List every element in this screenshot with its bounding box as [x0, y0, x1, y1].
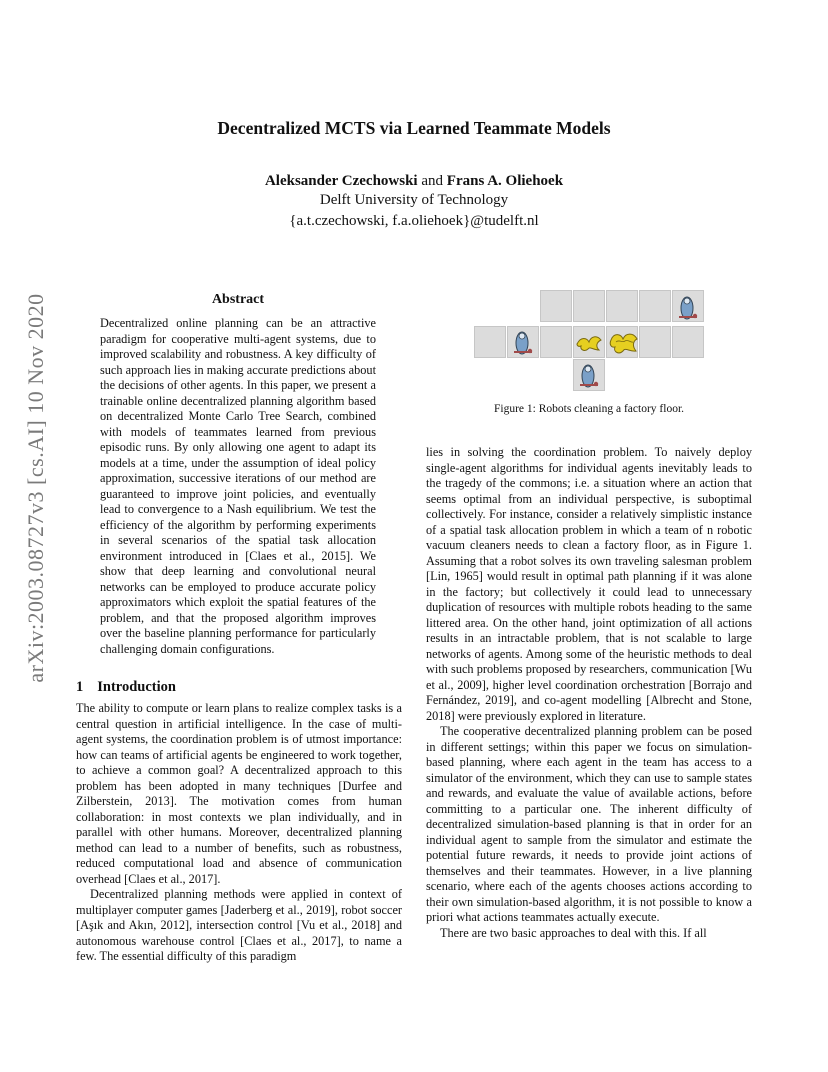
figure-caption: Figure 1: Robots cleaning a factory floor.: [493, 403, 685, 415]
intro-right-column: [426, 445, 752, 941]
paragraph: Decentralized planning methods were applied in context of multiplayer computer games [Jaderberg et al., 2019], robot soccer [Aşık and Akın, 2012], intersection control [Vu et al., 2018] and autonomous warehouse control [Claes et al., 2017], to name a few. The essential difficulty of this paradigm: [76, 887, 402, 963]
section-number: 1: [76, 679, 84, 695]
floor-cell: [672, 326, 704, 358]
abstract-text: Decentralized online planning can be an attractive paradigm for cooperative multi-agent systems, due to improved scalability and robustness. A key difficulty of such approach lies in making accurate predictions about the decisions of other agents. In this paper, we present a trainable online decentralized planning algorithm based on decentralized Monte Carlo Tree Search, combined with models of teammates learned from previous episodic runs. By only allowing one agent to adapt its models at a time, under the assumption of ideal policy approximation, successive iterations of our method are guaranteed to improve joint policies, and eventually lead to convergence to a Nash equilibrium. We test the efficiency of the algorithm by performing experiments in several scenarios of the spatial task allocation environment introduced in [Claes et al., 2015]. We show that deep learning and convolutional neural networks can be employed to produce accurate policy approximators which exploit the spatial features of the problem, and that the proposed algorithm improves over the baseline planning performance for particularly challenging domain configurations.: [100, 316, 376, 656]
author-1: Aleksander Czechowski: [264, 173, 418, 189]
floor-cell: [540, 290, 572, 322]
author-2: Frans A. Oliehoek: [446, 173, 564, 189]
factory-floor-figure: [474, 290, 706, 391]
robot-icon: [576, 361, 602, 389]
intro-left-column: [76, 701, 402, 965]
paragraph: The cooperative decentralized planning problem can be posed in different settings; within this paper we focus on simulation-based planning, where each agent in the team has access to a simulator of the environment, which they can use to sample states and rewards, and evaluate the value of available actions, before committing to a particular one. The inherent difficulty of decentralized simulation-based planning is that in order for an individual agent to sample from the simulator and estimate the potential future rewards, it needs to provide joint actions of themselves and their teammates. However, in a live planning scenario, where each of the agents chooses actions according to their own simulation-based algorithm, it is not possible to know a priori what actions teammates actually execute.: [426, 724, 752, 924]
author-line: [0, 173, 828, 190]
abstract-heading: Abstract: [211, 292, 265, 307]
robot-icon: [675, 293, 701, 321]
paragraph: There are two basic approaches to deal with this. If all: [440, 925, 707, 940]
floor-cell: [573, 290, 605, 322]
litter-icon: [575, 332, 605, 354]
floor-cell: [474, 326, 506, 358]
arxiv-id: arXiv:2003.08727v3 [cs.AI] 10 Nov 2020: [23, 293, 48, 683]
section-heading: [76, 679, 190, 696]
litter-icon: [608, 330, 640, 356]
author-email: {a.t.czechowski, f.a.oliehoek}@tudelft.nl: [289, 213, 539, 229]
section-title: Introduction: [97, 679, 176, 695]
author-conjunction: and: [421, 173, 444, 189]
arxiv-watermark: [16, 288, 56, 688]
floor-cell: [606, 290, 638, 322]
floor-cell: [540, 326, 572, 358]
floor-cell: [639, 290, 671, 322]
paragraph: lies in solving the coordination problem. To naively deploy single-agent algorithms for individual agents inevitably leads to the tragedy of the commons; i.e. a situation where an action that seems optimal from an individual perspective, is suboptimal collectively. For instance, consider a relatively simplistic instance of a spatial task allocation problem in which a team of n robotic vacuum cleaners needs to clean a factory floor, as in Figure 1. Assuming that a robot solves its own traveling salesman problem [Lin, 1965] would result in optimal path planning if it was alone in the factory; but collectively it could lead to unnecessary duplication of resources with multiple robots heading to the same littered area. On the other hand, joint optimization of all actions results in an intractable problem, that is not scalable to large networks of agents. Among some of the heuristic methods to deal with such problems proposed by researchers, communication [Wu et al., 2009], higher level coordination orchestration [Borrajo and Fernández, 2019], and co-agent modelling [Albrecht and Stone, 2018] were previously explored in literature.: [426, 445, 752, 723]
paper-title: Decentralized MCTS via Learned Teammate Models: [217, 118, 611, 138]
floor-cell: [639, 326, 671, 358]
robot-icon: [510, 328, 536, 356]
paragraph: The ability to compute or learn plans to realize complex tasks is a central question in artificial intelligence. In the case of multi-agent systems, the coordination problem is of utmost importance: how can teams of artificial agents be engineered to work together, to achieve a common goal? A decentralized approach to this problem has been adopted in many techniques [Durfee and Zilberstein, 2013]. The motivation comes from human collaboration: in most contexts we plan individually, and in parallel with other humans. Moreover, decentralized planning method can lead to a number of benefits, such as robustness, reduced computational load and absence of communication overhead [Claes et al., 2017].: [76, 701, 402, 886]
affiliation: Delft University of Technology: [319, 192, 509, 208]
